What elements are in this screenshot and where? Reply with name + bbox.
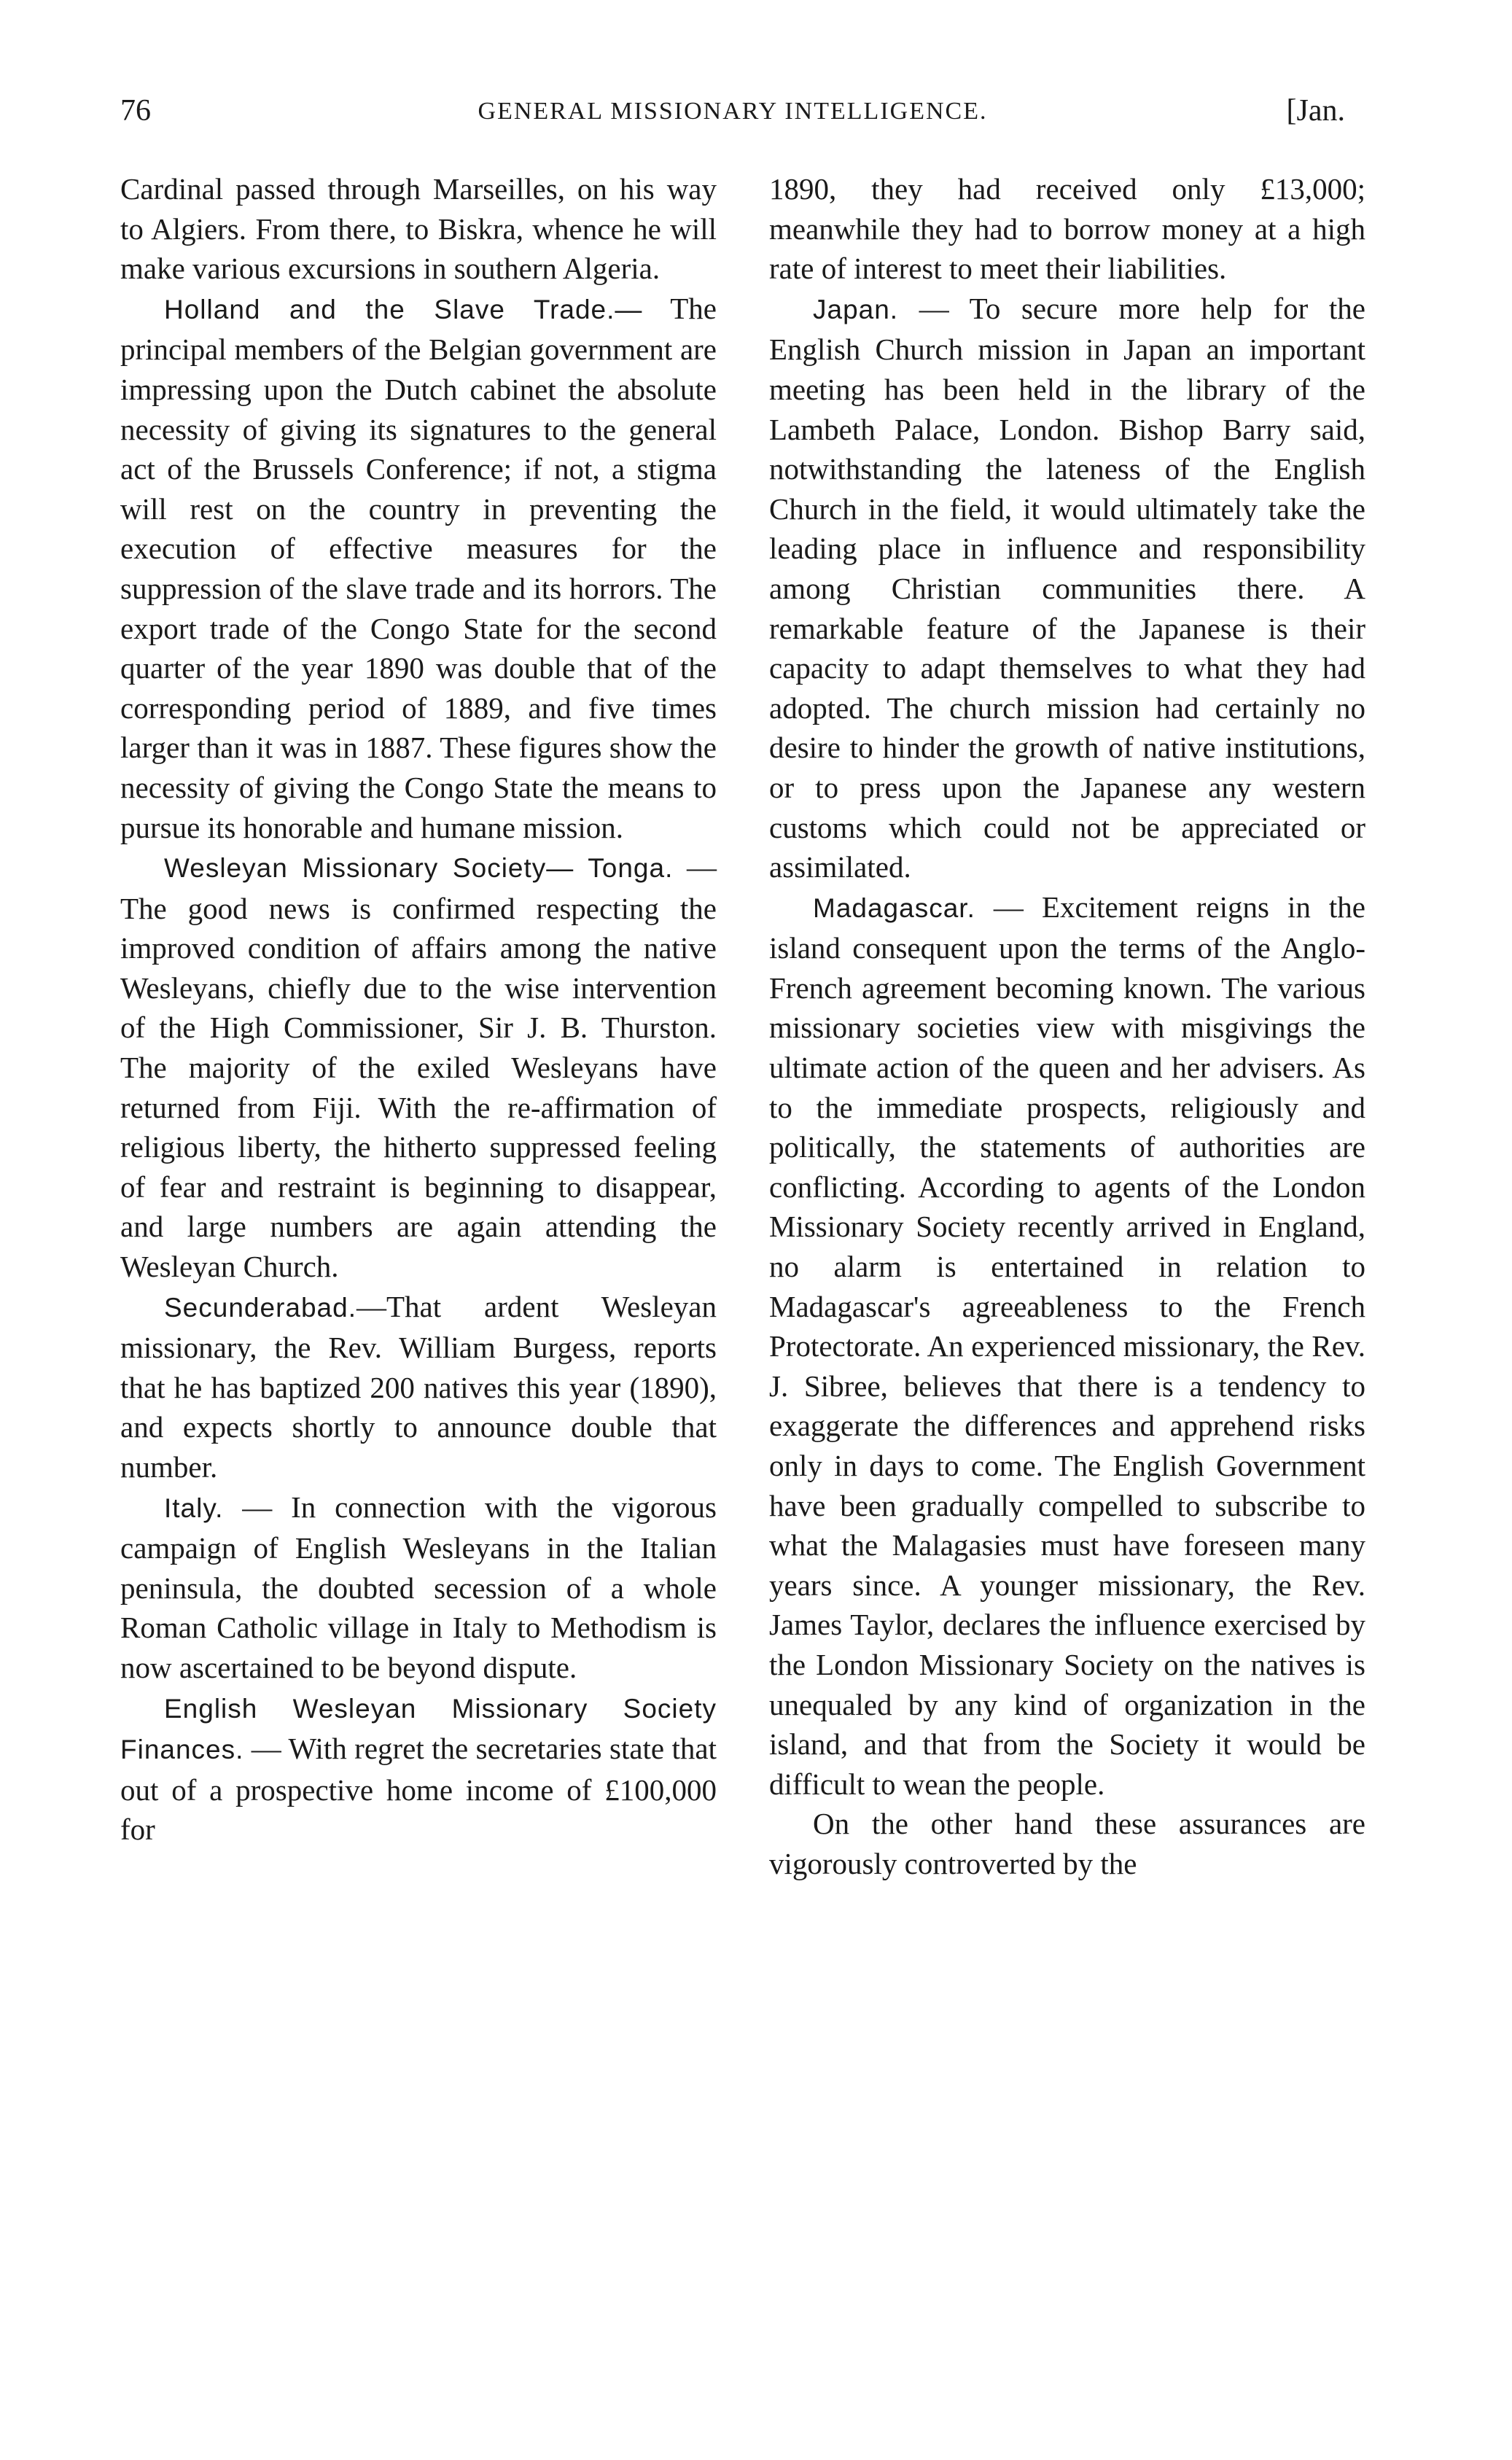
paragraph-finances-cont	[769, 169, 1365, 289]
paragraph-secunderabad	[120, 1287, 717, 1487]
paragraph-heading: Italy.	[164, 1492, 224, 1523]
paragraph-text: 1890, they had received only £13,000; meanwhile they had to borrow money at a high rate of interest to meet their liabilities.	[769, 172, 1365, 286]
paragraph-text: — In connection with the vigorous campaign of English Wesleyans in the Italian peninsula, the doubted secession of a whole Roman Catholic village in Italy to Methodism is now ascertained to be beyond dispute.	[120, 1490, 717, 1684]
running-title: GENERAL MISSIONARY INTELLIGENCE.	[478, 98, 988, 125]
paragraph-text: — With regret the secretaries state that out of a prospective home income of £100,000 for	[120, 1732, 717, 1847]
paragraph-tonga	[120, 847, 717, 1287]
running-head	[120, 93, 1345, 137]
paragraph-text: — To secure more help for the English Church mission in Japan an important meeting has been held in the library of the Lambeth Palace, London. Bishop Barry said, notwithstanding the lateness of the English Church in the field, it would ultimately take the leading place in influence and responsibility among Christian communities there. A remarkable feature of the Japanese is their capacity to adapt themselves to what they had adopted. The church mission had certainly no desire to hinder the growth of native institutions, or to press upon the Japanese any western customs which could not be appreciated or assimilated.	[769, 291, 1365, 884]
paragraph-text: Cardinal passed through Marseilles, on his way to Algiers. From there, to Biskra, whence he will make various excursions in southern Algeria.	[120, 172, 717, 286]
paragraph-heading: Holland and the Slave Trade.—	[164, 294, 643, 324]
paragraph-finances	[120, 1688, 717, 1850]
left-column	[120, 169, 717, 1850]
paragraph-text: — Excitement reigns in the island consequent upon the terms of the Anglo-French agreement becoming known. The various missionary societies view with misgivings the ultimate action of the queen and her advisers. As to the immediate prospects, religiously and politically, the statements of authorities are conflicting. According to agents of the London Missionary Society recently arrived in England, no alarm is entertained in relation to Madagascar's agreeableness to the French Protectorate. An experienced missionary, the Rev. J. Sibree, believes that there is a tendency to exaggerate the differences and apprehend risks only in days to come. The English Government have been gradually compelled to subscribe to what the Malagasies must have foreseen many years since. A younger missionary, the Rev. James Taylor, declares the influence exercised by the London Missionary Society on the natives is unequaled by any kind of organization in the island, and that from the Society it would be difficult to wean the people.	[769, 890, 1365, 1801]
paragraph-holland	[120, 289, 717, 847]
paragraph-cardinal	[120, 169, 717, 289]
paragraph-heading: Madagascar.	[813, 892, 975, 923]
paragraph-text: —That ardent Wesleyan missionary, the Rev. William Burgess, reports that he has baptized 200 natives this year (1890), and expects shortly to announce double that number.	[120, 1289, 717, 1484]
paragraph-heading: English Wesleyan Missionary Society Finances.	[120, 1693, 717, 1765]
paragraph-text: The principal members of the Belgian government are impressing upon the Dutch cabinet the absolute necessity of giving its signatures to the general act of the Brussels Conference; if not, a stigma will rest on the country in preventing the execution of effective measures for the suppression of the slave trade and its horrors. The export trade of the Congo State for the second quarter of the year 1890 was double that of the corresponding period of 1889, and five times larger than it was in 1887. These figures show the necessity of giving the Congo State the means to pursue its honorable and humane mission.	[120, 291, 717, 844]
paragraph-text: On the other hand these assurances are vigorously controverted by the	[769, 1807, 1365, 1880]
paragraph-text: — The good news is confirmed respecting the improved condition of affairs among the native Wesleyans, chiefly due to the wise intervention of the High Commissioner, Sir J. B. Thurston. The majority of the exiled Wesleyans have returned from Fiji. With the re-affirmation of religious liberty, the hitherto suppressed feeling of fear and restraint is beginning to disappear, and large numbers are again attending the Wesleyan Church.	[120, 850, 717, 1284]
paragraph-heading: Japan.	[813, 294, 899, 324]
right-column	[769, 169, 1365, 1884]
paragraph-other-hand	[769, 1804, 1365, 1883]
paragraph-heading: Wesleyan Missionary Society— Tonga.	[164, 853, 674, 884]
paragraph-italy	[120, 1487, 717, 1688]
running-month: [Jan.	[1286, 94, 1345, 128]
paragraph-heading: Secunderabad.	[164, 1292, 356, 1323]
paragraph-madagascar	[769, 887, 1365, 1805]
paragraph-japan	[769, 289, 1365, 887]
page-number: 76	[120, 94, 151, 128]
